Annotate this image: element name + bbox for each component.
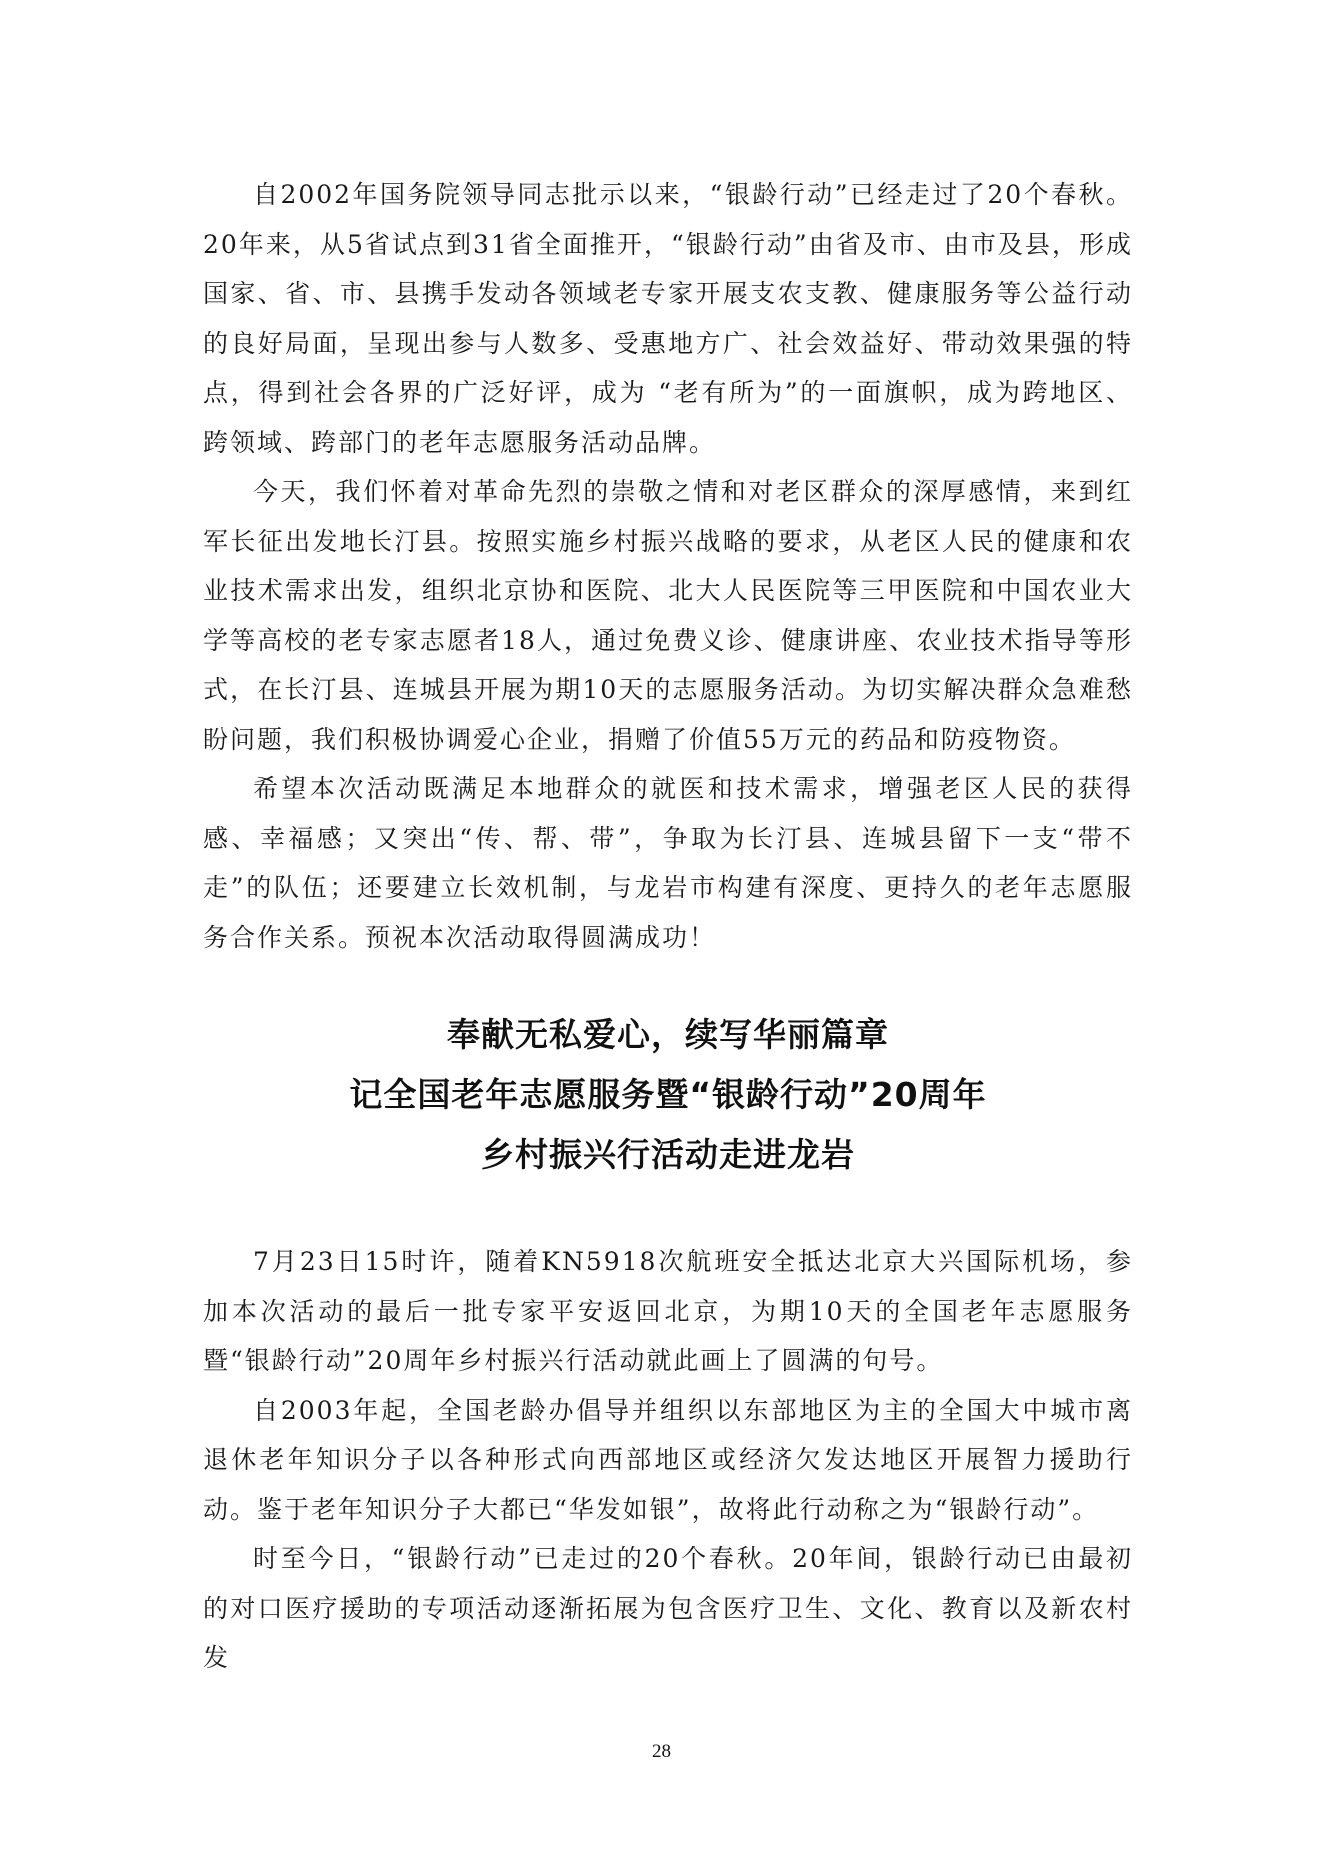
paragraph-changting-visit: 今天，我们怀着对革命先烈的崇敬之情和对老区群众的深厚感情，来到红军长征出发地长汀县。按照实施乡村振兴战略的要求，从老区人民的健康和农业技术需求出发，组织北京协和医院、北大人民医院等三甲医院和中国农业大学等高校的老专家志愿者18人，通过免费义诊、健康讲座、农业技术指导等形式，在长汀县、连城县开展为期10天的志愿服务活动。为切实解决群众急难愁盼问题，我们积极协调爱心企业，捐赠了价值55万元的药品和防疫物资。 <box>203 477 1133 754</box>
paragraph-return-beijing: 7月23日15时许，随着KN5918次航班安全抵达北京大兴国际机场，参加本次活动的最后一批专家平安返回北京，为期10天的全国老年志愿服务暨“银龄行动”20周年乡村振兴行活动就此画上了圆满的句号。 <box>203 1247 1133 1375</box>
section-article-body <box>203 1237 1133 1683</box>
paragraph-silver-age-history: 自2002年国务院领导同志批示以来，“银龄行动”已经走过了20个春秋。20年来，从5省试点到31省全面推开，“银龄行动”由省及市、由市及县，形成国家、省、市、县携手发动各领域老专家开展支农支教、健康服务等公益行动的良好局面，呈现出参与人数多、受惠地方广、社会效益好、带动效果强的特点，得到社会各界的广泛好评，成为 “老有所为”的一面旗帜，成为跨地区、跨领域、跨部门的老年志愿服务活动品牌。 <box>203 180 1133 457</box>
paragraph-origin-2003: 自2003年起，全国老龄办倡导并组织以东部地区为主的全国大中城市离退休老年知识分子以各种形式向西部地区或经济欠发达地区开展智力援助行动。鉴于老年知识分子大都已“华发如银”，故将此行动称之为“银龄行动”。 <box>203 1395 1133 1524</box>
paragraph-twenty-years: 时至今日，“银龄行动”已走过的20个春秋。20年间，银龄行动已由最初的对口医疗援助的专项活动逐渐拓展为包含医疗卫生、文化、教育以及新农村发 <box>203 1544 1133 1672</box>
article-title-line-2: 记全国老年志愿服务暨“银龄行动”20周年 <box>349 1075 987 1114</box>
article-title-line-3: 乡村振兴行活动走进龙岩 <box>481 1135 855 1174</box>
page-content <box>203 170 1133 1683</box>
section-speech <box>203 170 1133 962</box>
paragraph-wishes: 希望本次活动既满足本地群众的就医和技术需求，增强老区人民的获得感、幸福感；又突出“传、帮、带”，争取为长汀县、连城县留下一支“带不走”的队伍；还要建立长效机制，与龙岩市构建有深度、更持久的老年志愿服务合作关系。预祝本次活动取得圆满成功！ <box>203 774 1133 952</box>
article-title <box>203 1005 1133 1185</box>
page-number: 28 <box>652 1741 671 1762</box>
article-title-line-1: 奉献无私爱心，续写华丽篇章 <box>447 1015 889 1054</box>
